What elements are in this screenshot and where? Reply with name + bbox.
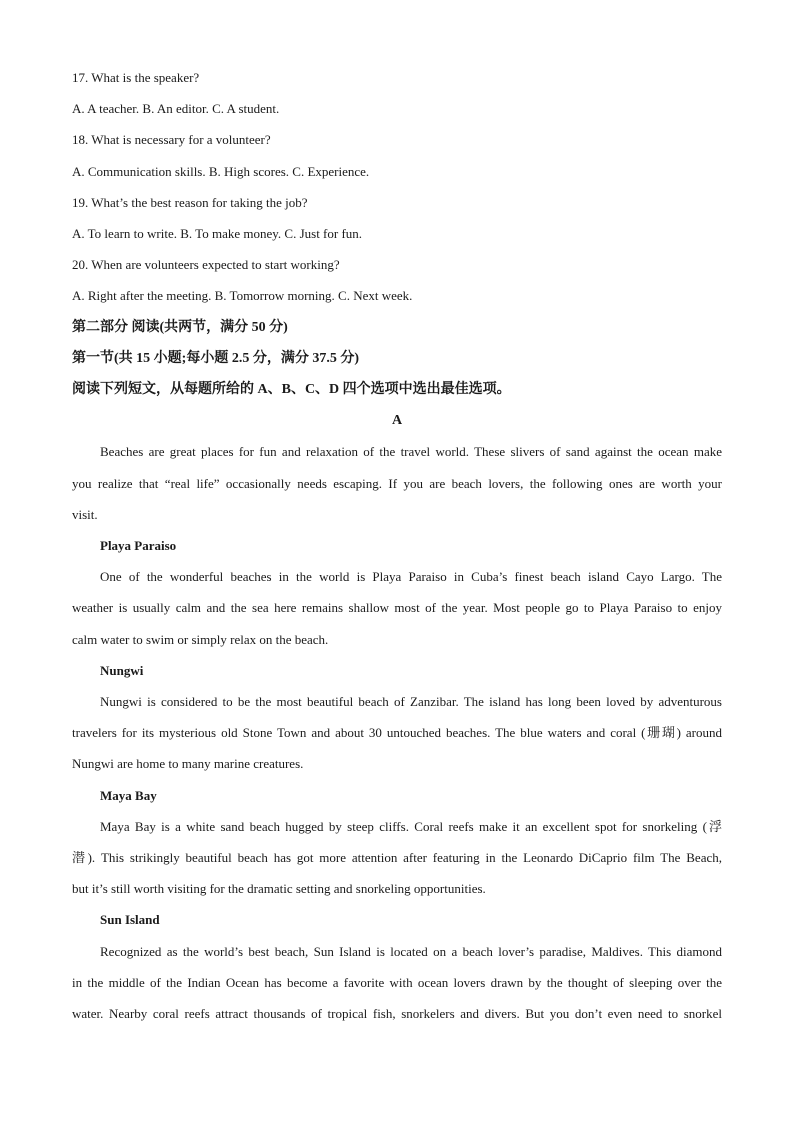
question-17-options: A. A teacher. B. An editor. C. A student. xyxy=(72,101,280,117)
instruction: 阅读下列短文，从每题所给的 A、B、C、D 四个选项中选出最佳选项。 xyxy=(72,382,511,398)
paragraph-line: you realize that “real life” occasionally needs escaping. If you are beach lovers, the following ones are worth your xyxy=(72,475,722,491)
paragraph-line: travelers for its mysterious old Stone Town and about 30 untouched beaches. The blue waters and coral (珊瑚) around xyxy=(72,725,722,741)
paragraph-line: in the middle of the Indian Ocean has become a favorite with ocean lovers drawn by the thought of sleeping over the xyxy=(72,974,722,990)
intro-paragraph xyxy=(72,436,722,530)
paragraph-line: Maya Bay is a white sand beach hugged by steep cliffs. Coral reefs make it an excellent spot for snorkeling (浮 xyxy=(100,818,722,834)
beach-heading-nungwi: Nungwi xyxy=(100,662,144,678)
question-20-options: A. Right after the meeting. B. Tomorrow morning. C. Next week. xyxy=(72,288,413,304)
question-18: 18. What is necessary for a volunteer? xyxy=(72,132,271,148)
paragraph-line: Nungwi is considered to be the most beautiful beach of Zanzibar. The island has long been loved by adventurous xyxy=(100,694,722,710)
beach-heading-playa-paraiso: Playa Paraiso xyxy=(100,538,177,554)
paragraph-line: Beaches are great places for fun and relaxation of the travel world. These slivers of sand against the ocean make xyxy=(100,444,722,460)
question-18-options: A. Communication skills. B. High scores. C. Experience. xyxy=(72,163,370,179)
beach-heading-sun-island: Sun Island xyxy=(100,912,160,928)
document-page xyxy=(72,62,722,1029)
beach-paragraph-maya-bay xyxy=(72,811,722,905)
paragraph-line: 潜). This strikingly beautiful beach has got more attention after featuring in the Leonardo DiCaprio film The Beach, xyxy=(72,850,722,866)
beach-paragraph-playa-paraiso xyxy=(72,561,722,655)
question-17: 17. What is the speaker? xyxy=(72,70,200,85)
paragraph-line: weather is usually calm and the sea here remains shallow most of the year. Most people go to Playa Paraiso to enjoy xyxy=(72,600,722,616)
passage-label: A xyxy=(391,413,403,429)
subsection-title: 第一节(共 15 小题;每小题 2.5 分，满分 37.5 分) xyxy=(72,350,359,366)
paragraph-line: One of the wonderful beaches in the world is Playa Paraiso in Cuba’s finest beach island Cayo Largo. The xyxy=(100,569,722,585)
paragraph-line: calm water to swim or simply relax on the beach. xyxy=(72,631,329,647)
beach-paragraph-sun-island xyxy=(72,936,722,1030)
question-19-options: A. To learn to write. B. To make money. C. Just for fun. xyxy=(72,226,363,242)
beach-heading-maya-bay: Maya Bay xyxy=(100,787,157,803)
paragraph-line: visit. xyxy=(72,506,98,522)
paragraph-line: Nungwi are home to many marine creatures. xyxy=(72,756,304,772)
paragraph-line: water. Nearby coral reefs attract thousands of tropical fish, snorkelers and divers. But you don’t even need to snorkel xyxy=(72,1006,722,1022)
beach-paragraph-nungwi xyxy=(72,686,722,780)
question-20: 20. When are volunteers expected to start working? xyxy=(72,257,340,273)
question-19: 19. What’s the best reason for taking the job? xyxy=(72,194,308,210)
paragraph-line: but it’s still worth visiting for the dramatic setting and snorkeling opportunities. xyxy=(72,881,486,897)
part-title: 第二部分 阅读(共两节，满分 50 分) xyxy=(72,319,288,335)
paragraph-line: Recognized as the world’s best beach, Sun Island is located on a beach lover’s paradise, Maldives. This diamond xyxy=(100,943,722,959)
